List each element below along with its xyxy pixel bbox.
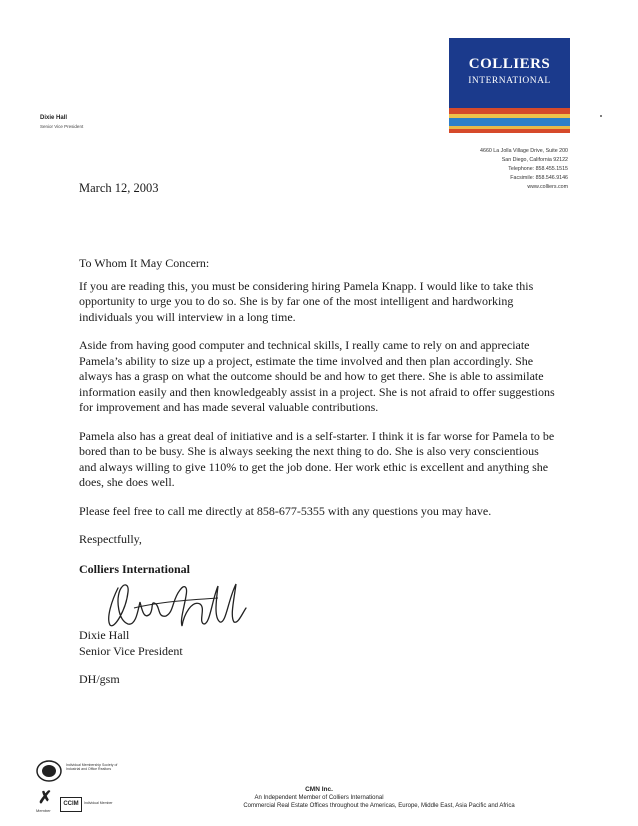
logo-stripe-red-2 — [449, 129, 570, 133]
address-line: 4660 La Jolla Village Drive, Suite 200 — [480, 148, 568, 154]
footer-line-2: An Independent Member of Colliers International — [254, 795, 384, 801]
speck — [600, 115, 602, 117]
logo-stripe-blue — [449, 118, 570, 126]
typist-initials: DH/gsm — [79, 672, 120, 686]
colliers-logo — [449, 38, 570, 133]
sior-text: Individual Membership Society of Industrial and Office Realtors — [66, 763, 118, 771]
footer-company: CMN Inc. — [305, 786, 333, 793]
signer-name: Dixie Hall — [79, 628, 130, 642]
member-mark-icon: ✗ — [38, 788, 53, 807]
address-block — [480, 147, 568, 192]
sender-title: Senior Vice President — [40, 124, 84, 129]
sender-name: Dixie Hall — [40, 115, 68, 121]
footer-line-3: Commercial Real Estate Offices throughout the Americas, Europe, Middle East, Asia Pacific and Africa — [243, 803, 515, 809]
paragraph-1: If you are reading this, you must be considering hiring Pamela Knapp. I would like to take this opportunity to urge you to do so. She is by far one of the most intelligent and hardworking individuals you will interview in a long time. — [79, 278, 534, 324]
paragraph-4: Please feel free to call me directly at 858-677-5355 with any questions you may have. — [79, 503, 492, 518]
logo-main-text: COLLIERS — [468, 56, 551, 72]
ccim-logo: CCIM — [60, 797, 82, 812]
footer — [0, 786, 638, 810]
signer-block — [79, 628, 183, 659]
signer-title: Senior Vice President — [79, 643, 183, 658]
letter-date: March 12, 2003 — [79, 181, 159, 195]
address-line: San Diego, California 92122 — [501, 157, 568, 163]
paragraph-3: Pamela also has a great deal of initiative and is a self-starter. I think it is far worse for Pamela to be bored than to be busy. She is always seeking the next thing to do. She is also very conscientious and always willing to give 110% to get the job done. Her work ethic is excellent and anything she does, she does well. — [79, 428, 555, 489]
signature-company: Colliers International — [79, 561, 190, 576]
closing: Respectfully, — [79, 532, 142, 546]
address-website: www.colliers.com — [527, 184, 568, 190]
letter-body — [79, 256, 559, 577]
paragraph-2: Aside from having good computer and technical skills, I really came to rely on and appreciate Pamela’s ability to size up a project, estimate the time involved and then plan accordingly. She always has a grasp on what the outcome should be and how to get there. She is able to assimilate information easily and then knowledgeably assist in a project. She is not afraid to offer suggestions for improvement and has made several valuable contributions. — [79, 338, 555, 414]
sior-seal-icon — [36, 760, 62, 782]
logo-sub-text: INTERNATIONAL — [468, 76, 551, 86]
address-telephone: Telephone: 858.455.1515 — [508, 166, 568, 172]
salutation: To Whom It May Concern: — [79, 256, 210, 270]
logo-box — [449, 38, 570, 108]
address-facsimile: Facsimile: 858.546.9146 — [510, 175, 568, 181]
ccim-text: Individual Member — [84, 801, 113, 805]
member-label: Member — [36, 808, 51, 813]
